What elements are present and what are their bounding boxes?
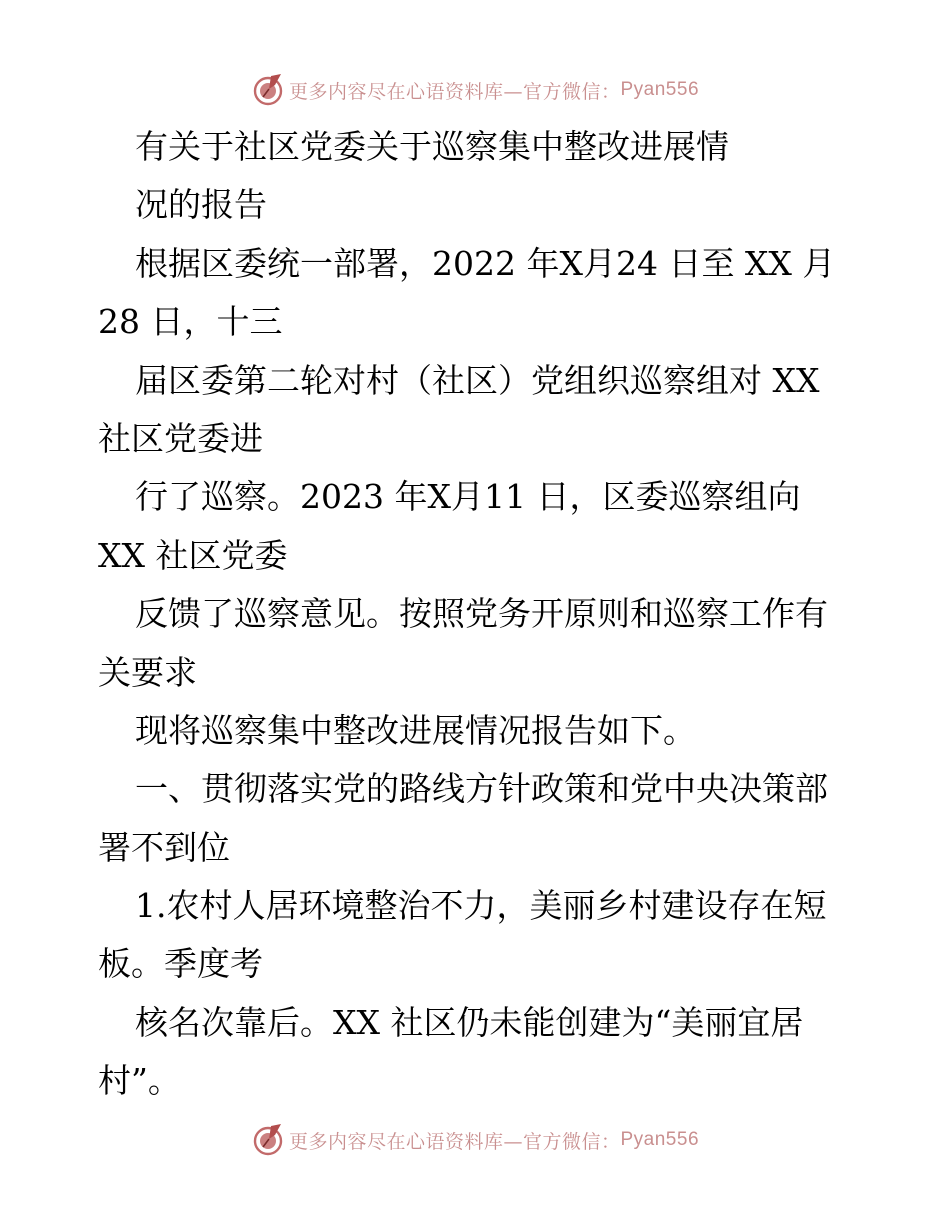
text-line: 核名次靠后。XX 社区仍未能创建为“美丽宜居 — [135, 1002, 804, 1042]
banner-text: 更多内容尽在心语资料库—官方微信： — [288, 80, 621, 103]
document-body — [98, 118, 858, 1111]
banner-text: 更多内容尽在心语资料库—官方微信： — [288, 1130, 621, 1153]
text-line: 现将巡察集中整改进展情况报告如下。 — [135, 710, 696, 750]
footer-watermark-banner — [0, 1120, 950, 1160]
text-line: 板。季度考 — [98, 944, 263, 984]
text-line: 社区党委进 — [98, 418, 263, 458]
text-line: 根据区委统一部署，2022 年X月24 日至 XX 月 — [135, 243, 836, 283]
text-line: 行了巡察。2023 年X月11 日，区委巡察组向 — [135, 477, 801, 517]
quill-pen-logo-icon — [251, 1123, 285, 1157]
quill-pen-logo-icon — [251, 73, 285, 107]
text-line: 关要求 — [98, 652, 197, 692]
text-line: 届区委第二轮对村（社区）党组织巡察组对 XX — [135, 360, 820, 400]
banner-wechat-id: Pyan556 — [620, 79, 700, 100]
text-line: 署不到位 — [98, 827, 230, 867]
text-line: 有关于社区党委关于巡察集中整改进展情 — [135, 127, 729, 166]
text-line: 反馈了巡察意见。按照党务开原则和巡察工作有 — [135, 594, 828, 634]
banner-wechat-id: Pyan556 — [620, 1129, 700, 1150]
text-line: 村”。 — [98, 1061, 181, 1101]
text-line: XX 社区党委 — [98, 535, 288, 575]
text-line: 1.农村人居环境整治不力，美丽乡村建设存在短 — [135, 886, 827, 926]
text-line: 一、贯彻落实党的路线方针政策和党中央决策部 — [135, 769, 828, 809]
header-watermark-banner — [0, 70, 950, 110]
text-line: 28 日，十三 — [98, 302, 283, 342]
text-line: 况的报告 — [135, 185, 267, 225]
